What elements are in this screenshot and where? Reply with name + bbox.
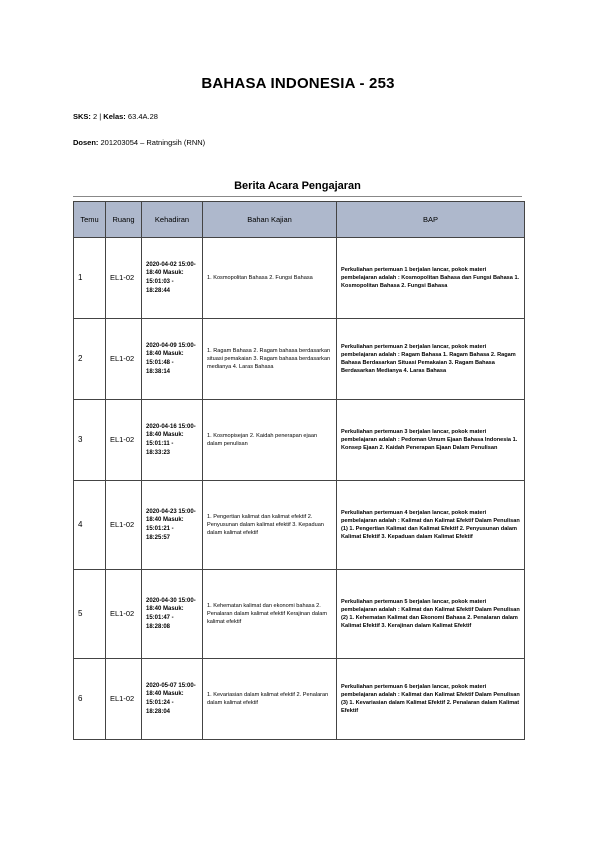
section-title: Berita Acara Pengajaran — [234, 180, 361, 192]
cell-temu: 6 — [74, 659, 106, 740]
cell-bap: Perkuliahan pertemuan 4 berjalan lancar, pokok materi pembelajaran adalah : Kalimat dan Kalimat Efektif Dalam Penulisan (1) 1. Pengertian Kalimat dan Kalimat Efektif 2. Penyusunan dalam Kalimat Efektif 3. Kepaduan dalam Kalimat Efektif — [337, 481, 525, 570]
cell-ruang: EL1-02 — [106, 570, 142, 659]
cell-bahan-kajian: 1. Kevariasian dalam kalimat efektif 2. Penalaran dalam kalimat efektif — [203, 659, 337, 740]
cell-temu: 1 — [74, 238, 106, 319]
cell-bap: Perkuliahan pertemuan 1 berjalan lancar, pokok materi pembelajaran adalah : Kosmopolitan Bahasa dan Fungsi Bahasa 1. Kosmopolitan Bahasa 2. Fungsi Bahasa — [337, 238, 525, 319]
cell-bap: Perkuliahan pertemuan 6 berjalan lancar, pokok materi pembelajaran adalah : Kalimat dan Kalimat Efektif Dalam Penulisan (3) 1. Kevariasian dalam Kalimat Efektif 2. Penalaran dalam Kalimat Efektif — [337, 659, 525, 740]
dosen-value: 201203054 – Ratningsih (RNN) — [98, 138, 206, 147]
cell-temu: 4 — [74, 481, 106, 570]
column-header-bap: BAP — [337, 202, 525, 238]
kelas-label: Kelas: — [103, 112, 126, 121]
cell-ruang: EL1-02 — [106, 481, 142, 570]
cell-ruang: EL1-02 — [106, 319, 142, 400]
table-row — [74, 319, 525, 400]
table-row — [74, 481, 525, 570]
cell-bap: Perkuliahan pertemuan 5 berjalan lancar, pokok materi pembelajaran adalah : Kalimat dan Kalimat Efektif Dalam Penulisan (2) 1. Kehematan Kalimat dan Ekonomi Bahasa 2. Penalaran dalam Kalimat Efektif 3. Kerajinan dalam Kalimat Efektif — [337, 570, 525, 659]
cell-bahan-kajian: 1. Pengertian kalimat dan kalimat efektif 2. Penyusunan dalam kalimat efektif 3. Kepaduan dalam kalimat efektif — [203, 481, 337, 570]
column-header-kehadiran: Kehadiran — [142, 202, 203, 238]
cell-bahan-kajian: 1. Kosmopolitan Bahasa 2. Fungsi Bahasa — [203, 238, 337, 319]
kelas-value: 63.4A.28 — [125, 112, 158, 121]
cell-ruang: EL1-02 — [106, 659, 142, 740]
table-header-row — [74, 202, 525, 238]
dosen-line — [73, 138, 205, 147]
sks-kelas-line — [73, 112, 158, 121]
section-divider — [73, 196, 522, 197]
cell-kehadiran: 2020-05-07 15:00-18:40 Masuk: 15:01:24 - 18:28:04 — [142, 659, 203, 740]
column-header-bahan-kajian: Bahan Kajian — [203, 202, 337, 238]
cell-temu: 2 — [74, 319, 106, 400]
sks-label: SKS: — [73, 112, 91, 121]
column-header-ruang: Ruang — [106, 202, 142, 238]
sks-value: 2 | — [90, 112, 104, 121]
cell-kehadiran: 2020-04-23 15:00-18:40 Masuk: 15:01:21 - 18:25:57 — [142, 481, 203, 570]
cell-temu: 3 — [74, 400, 106, 481]
table-row — [74, 659, 525, 740]
cell-temu: 5 — [74, 570, 106, 659]
cell-bap: Perkuliahan pertemuan 2 berjalan lancar, pokok materi pembelajaran adalah : Ragam Bahasa 1. Ragam Bahasa 2. Ragam Bahasa Berdasarkan Situasi Pemakaian 3. Ragam Bahasa Berdasarkan Medianya 4. Laras Bahasa — [337, 319, 525, 400]
table-row — [74, 238, 525, 319]
cell-kehadiran: 2020-04-30 15:00-18:40 Masuk: 15:01:47 - 18:28:08 — [142, 570, 203, 659]
cell-ruang: EL1-02 — [106, 400, 142, 481]
cell-kehadiran: 2020-04-02 15:00-18:40 Masuk: 15:01:03 - 18:28:44 — [142, 238, 203, 319]
bap-table — [73, 201, 525, 740]
cell-bahan-kajian: 1. Kosmopisejan 2. Kaidah penerapan ejaan dalam penulisan — [203, 400, 337, 481]
course-title: BAHASA INDONESIA - 253 — [201, 75, 395, 92]
table-row — [74, 570, 525, 659]
cell-bahan-kajian: 1. Kehematan kalimat dan ekonomi bahasa 2. Penalaran dalam kalimat efektif Kerajinan dalam kalimat efektif — [203, 570, 337, 659]
cell-kehadiran: 2020-04-09 15:00-18:40 Masuk: 15:01:48 - 18:38:14 — [142, 319, 203, 400]
dosen-label: Dosen: — [73, 138, 99, 147]
cell-ruang: EL1-02 — [106, 238, 142, 319]
column-header-temu: Temu — [74, 202, 106, 238]
cell-bahan-kajian: 1. Ragam Bahasa 2. Ragam bahasa berdasarkan situasi pemakaian 3. Ragam bahasa berdasarkan medianya 4. Laras Bahasa — [203, 319, 337, 400]
cell-kehadiran: 2020-04-16 15:00-18:40 Masuk: 15:01:11 - 18:33:23 — [142, 400, 203, 481]
table-row — [74, 400, 525, 481]
cell-bap: Perkuliahan pertemuan 3 berjalan lancar, pokok materi pembelajaran adalah : Pedoman Umum Ejaan Bahasa Indonesia 1. Konsep Ejaan 2. Kaidah Penerapan Ejaan Dalam Penulisan — [337, 400, 525, 481]
